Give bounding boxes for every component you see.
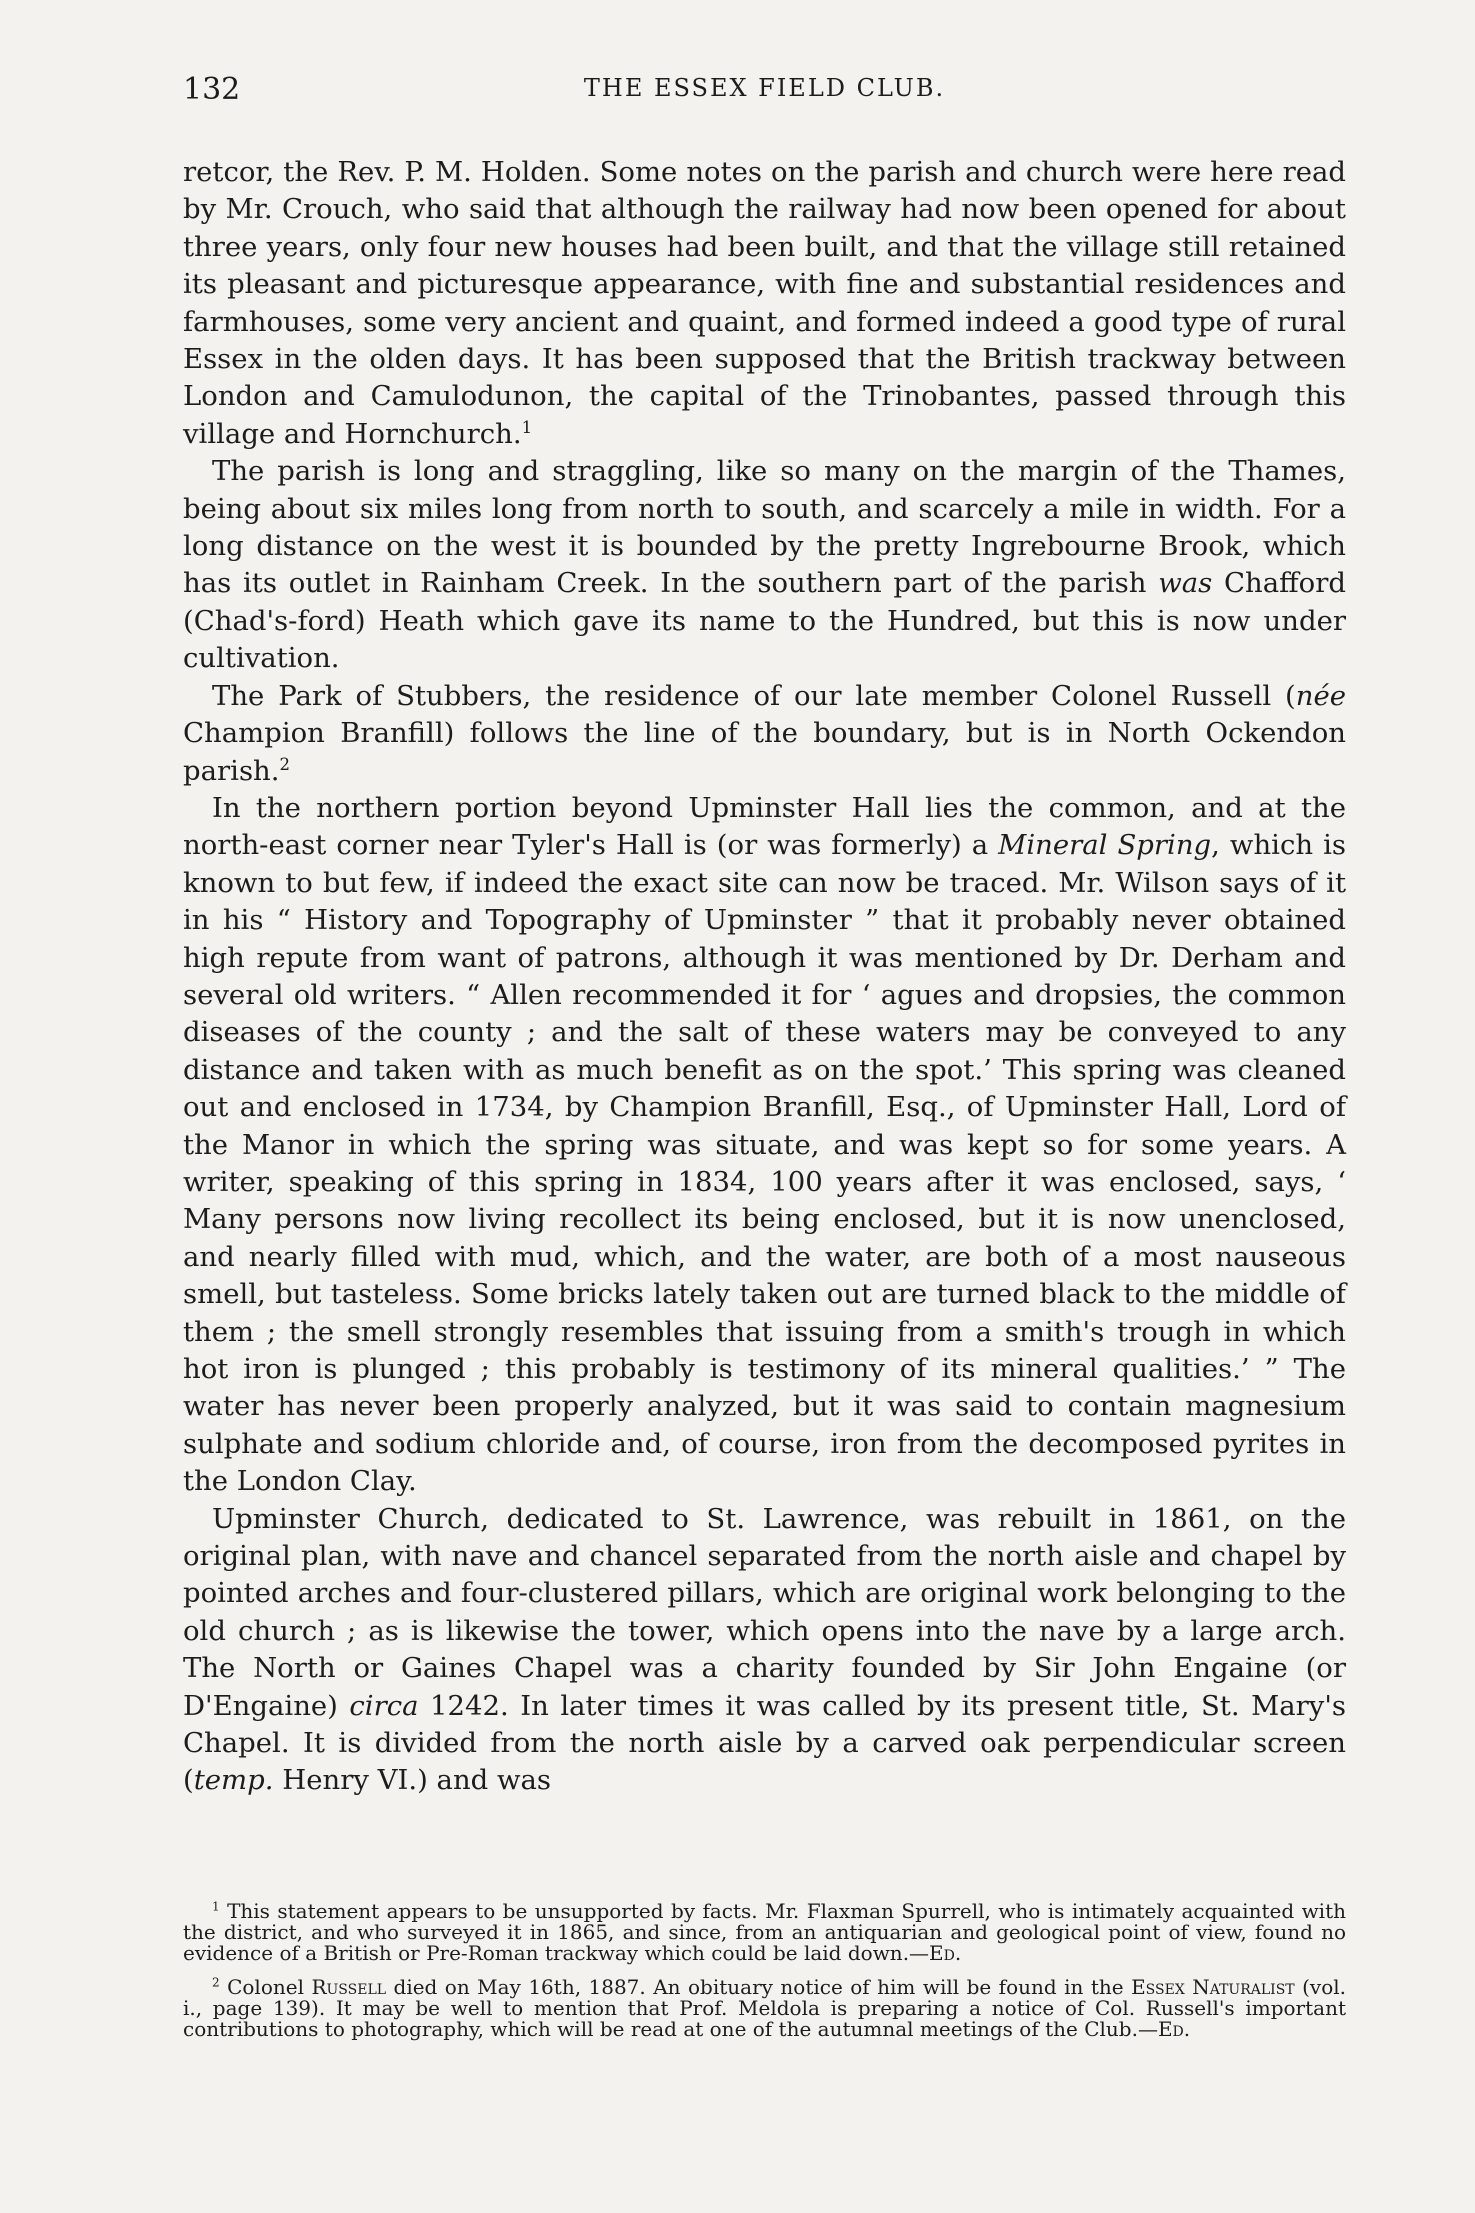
page-number: 132 xyxy=(183,72,241,107)
page-header xyxy=(183,72,1346,112)
footnote-ref-2: 2 xyxy=(279,754,291,774)
running-head: THE ESSEX FIELD CLUB. xyxy=(583,74,946,102)
paragraph-3: The Park of Stubbers, the residence of our late member Colonel Russell (née Champion Branfill) follows the line of the boundary, but is in North Ockendon parish.$^2$ xyxy=(183,679,1346,787)
paragraph-2: The parish is long and straggling, like so many on the margin of the Thames, being about six miles long from north to south, and scarcely a mile in width. For a long distance on the west it is bounded by the pretty Ingrebourne Brook, which has its outlet in Rainham Creek. In the southern part of the parish was Chafford (Chad's-ford) Heath which gave its name to the Hundred, but this is now under cultivation. xyxy=(183,455,1346,675)
paragraph-4: In the northern portion beyond Upminster Hall lies the common, and at the north-east corner near Tyler's Hall is (or was formerly) a Mineral Spring, which is known to but few, if indeed the exact site can now be traced. Mr. Wilson says of it in his “ History and Topography of Upminster ” that it probably never obtained high repute from want of patrons, although it was mentioned by Dr. Derham and several old writers. “ Allen recommended it for ‘ agues and dropsies, the common diseases of the county ; and the salt of these waters may be conveyed to any distance and taken with as much benefit as on the spot.’ This spring was cleaned out and enclosed in 1734, by Champion Branfill, Esq., of Upminster Hall, Lord of the Manor in which the spring was situate, and was kept so for some years. A writer, speaking of this spring in 1834, 100 years after it was enclosed, says, ‘ Many persons now living recollect its being enclosed, but it is now unenclosed, and nearly filled with mud, which, and the water, are both of a most nauseous smell, but tasteless. Some bricks lately taken out are turned black to the middle of them ; the smell strongly resembles that issuing from a smith's trough in which hot iron is plunged ; this probably is testimony of its mineral qualities.’ ” The water has never been properly analyzed, but it was said to contain magnesium sulphate and sodium chloride and, of course, iron from the decomposed pyrites in the London Clay. xyxy=(183,791,1346,1498)
paragraph-1: retcor, the Rev. P. M. Holden. Some notes on the parish and church were here read by Mr. Crouch, who said that although the railway had now been opened for about three years, only four new houses had been built, and that the village still retained its pleasant and picturesque appearance, with fine and substantial residences and farmhouses, some very ancient and quaint, and formed indeed a good type of rural Essex in the olden days. It has been supposed that the British trackway between London and Camulodunon, the capital of the Trinobantes, passed through this village and Hornchurch.$^1$ xyxy=(183,156,1346,450)
footnotes xyxy=(183,1901,1346,2054)
body-text xyxy=(183,154,1346,1800)
footnote-1: $^1$ This statement appears to be unsupported by facts. Mr. Flaxman Spurrell, who is intimately acquainted with the district, and who surveyed it in 1865, and since, from an antiquarian and geological point of view, found no evidence of a British or Pre-Roman trackway which could be laid down.—Ed. xyxy=(183,1899,1346,1965)
footnote-ref-1: 1 xyxy=(521,417,533,437)
paragraph-5: Upminster Church, dedicated to St. Lawrence, was rebuilt in 1861, on the original plan, with nave and chancel separated from the north aisle and chapel by pointed arches and four-clustered pillars, which are original work belonging to the old church ; as is likewise the tower, which opens into the nave by a large arch. The North or Gaines Chapel was a charity founded by Sir John Engaine (or D'Engaine) circa 1242. In later times it was called by its present title, St. Mary's Chapel. It is divided from the north aisle by a carved oak perpendicular screen (temp. Henry VI.) and was xyxy=(183,1502,1346,1797)
footnote-2: $^2$ Colonel Russell died on May 16th, 1887. An obituary notice of him will be found in the Essex Naturalist (vol. i., page 139). It may be well to mention that Prof. Meldola is preparing a notice of Col. Russell's important contributions to photography, which will be read at one of the autumnal meetings of the Club.—Ed. xyxy=(183,1975,1347,2041)
